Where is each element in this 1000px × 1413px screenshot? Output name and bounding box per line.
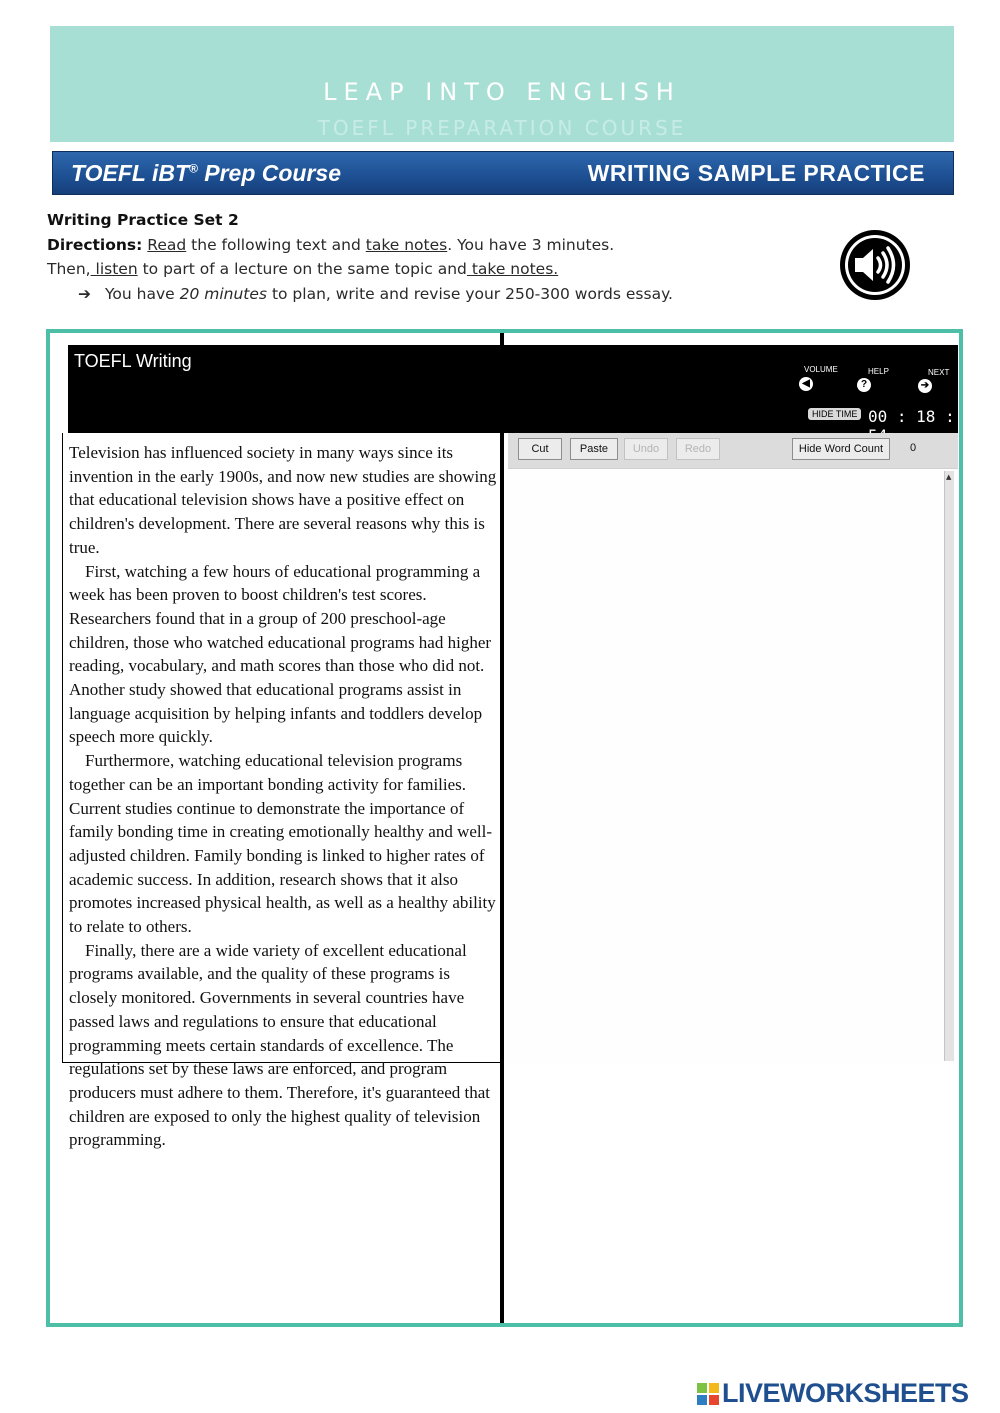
paste-button[interactable]: Paste xyxy=(570,438,618,460)
redo-button[interactable]: Redo xyxy=(676,438,720,460)
directions-bullet: ➔ You have 20 minutes to plan, write and revise your 250-300 words essay. xyxy=(78,284,673,303)
undo-button[interactable]: Undo xyxy=(624,438,668,460)
header-banner xyxy=(50,26,954,142)
directions-line-1: Directions: Read the following text and take notes. You have 3 minutes. xyxy=(47,235,615,254)
passage-paragraph: First, watching a few hours of educational programming a week has been proven to boost children's test scores. Researchers found that in a group of 200 preschool-age children, those who watched educational programs had higher reading, vocabulary, and math scores than those who did not. Another study showed that educational programs assist in language acquisition by helping infants and toddlers develop speech more quickly. xyxy=(69,561,492,747)
read-link: Read xyxy=(147,235,187,254)
directions-line-2: Then, listen to part of a lecture on the same topic and take notes. xyxy=(47,260,559,278)
column-divider xyxy=(500,333,504,1323)
take-notes-1: take notes xyxy=(365,235,448,254)
next-label: NEXT xyxy=(928,368,950,377)
hide-time-button[interactable]: HIDE TIME xyxy=(808,408,861,420)
timer: 00 : 18 : xyxy=(868,407,955,426)
scroll-up-icon[interactable]: ▲ xyxy=(946,473,952,481)
toefl-header xyxy=(68,345,958,433)
help-label: HELP xyxy=(868,367,889,376)
logo-mark-icon xyxy=(697,1383,719,1405)
course-banner-left: TOEFL iBT® Prep Course xyxy=(71,160,341,186)
help-icon[interactable]: ? xyxy=(857,378,871,392)
passage-paragraph: Furthermore, watching educational television programs together can be an important bonding activity for families. Current studies continue to demonstrate the importance of family bonding time in creating emotionally healthy and well-adjusted children. Family bonding is linked to higher rates of academic success. In addition, research shows that it also promotes increased physical health, as well as a healthy ability to relate to others. xyxy=(69,751,496,937)
arrow-icon: ➔ xyxy=(78,284,91,303)
directions-block xyxy=(47,208,673,306)
header-subtitle: TOEFL PREPARATION COURSE xyxy=(317,116,687,140)
reading-passage xyxy=(62,433,500,1150)
volume-label: VOLUME xyxy=(804,365,838,374)
passage-paragraph: Television has influenced society in many ways since its invention in the early 1900s, and now new studies are showing that educational television shows have a positive effect on children's development. There are several reasons why this is true. xyxy=(69,443,497,557)
liveworksheets-logo xyxy=(697,1378,969,1409)
speaker-icon[interactable] xyxy=(838,228,912,302)
course-banner xyxy=(52,151,954,195)
course-banner-right: WRITING SAMPLE PRACTICE xyxy=(587,160,925,186)
listen-link: listen xyxy=(90,260,138,278)
header-title: LEAP INTO ENGLISH xyxy=(323,78,681,106)
registered-mark: ® xyxy=(189,161,198,176)
cut-button[interactable]: Cut xyxy=(518,438,562,460)
essay-editor[interactable] xyxy=(508,468,958,1064)
word-count: 0 xyxy=(910,442,917,454)
take-notes-2: take notes. xyxy=(466,260,559,278)
editor-toolbar xyxy=(508,433,958,468)
next-icon[interactable]: ➔ xyxy=(918,379,932,393)
hide-word-count-button[interactable]: Hide Word Count xyxy=(792,438,890,460)
passage-paragraph: Finally, there are a wide variety of excellent educational programs available, and the quality of these programs is closely monitored. Governments in several countries have passed laws and regulations to ensure that educational programming meets certain standards of excellence. The regulations set by these laws are enforced, and program producers must adhere to them. Therefore, it's guaranteed that children are exposed to only the highest quality of television programming. xyxy=(69,940,490,1150)
logo-text: LIVEWORKSHEETS xyxy=(722,1378,969,1408)
set-title: Writing Practice Set 2 xyxy=(47,211,239,229)
volume-icon[interactable]: ◀ xyxy=(799,377,813,391)
editor-scrollbar[interactable] xyxy=(944,471,954,1061)
toefl-title: TOEFL Writing xyxy=(74,351,192,371)
